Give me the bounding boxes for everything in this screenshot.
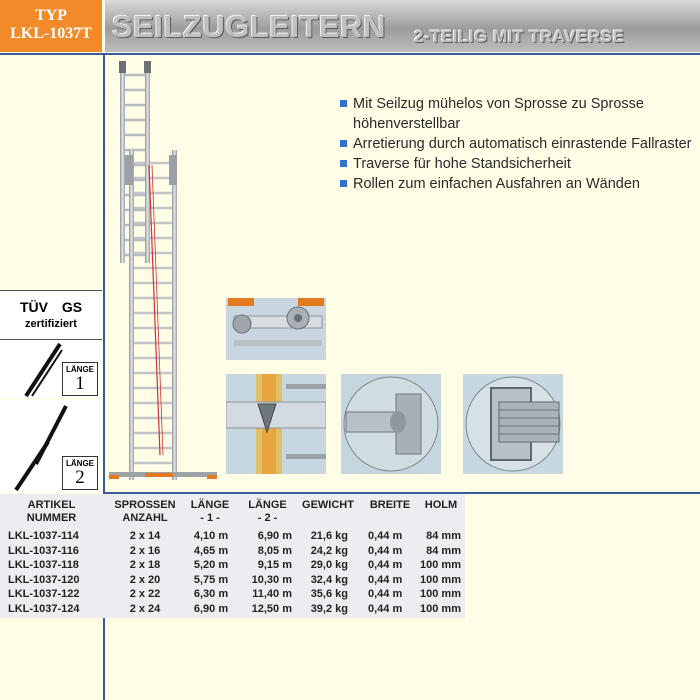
table-cell-breite: 0,44 m — [368, 559, 403, 571]
table-cell-laenge-2: 9,15 m — [257, 559, 292, 571]
table-cell-holm: 84 mm — [426, 544, 461, 557]
table-cell-gewicht: 39,2 kg — [310, 602, 348, 615]
table-cell-breite: 0,44 m — [368, 530, 403, 542]
table-cell-artikel: LKL-1037-114 — [8, 530, 79, 542]
profile-detail-image — [463, 374, 563, 474]
table-cell-laenge-1: 6,90 m — [193, 602, 229, 615]
table-cell-sprossen: 2 x 24 — [129, 602, 161, 615]
certification-text: zertifiziert — [25, 318, 77, 330]
table-cell-gewicht: 35,6 kg — [310, 588, 348, 600]
feature-list — [340, 94, 695, 194]
ladder-short-icon — [22, 342, 64, 398]
table-cell-laenge-2: 11,40 m — [252, 588, 292, 600]
table-header-holm: HOLM — [424, 499, 458, 511]
table-cell-holm: 84 mm — [426, 530, 461, 542]
table-cell-breite: 0,44 m — [368, 602, 403, 615]
table-cell-breite: 0,44 m — [368, 573, 403, 586]
table-cell-sprossen: 2 x 18 — [129, 559, 161, 571]
table-cell-laenge-2: 12,50 m — [251, 602, 292, 615]
table-cell-laenge-1: 4,65 m — [193, 544, 229, 557]
type-label: TYP — [35, 7, 67, 24]
table-cell-laenge-2: 6,90 m — [257, 530, 292, 542]
length-1-diagram — [0, 340, 102, 398]
table-header-laenge-1: LÄNGE - 1 - — [190, 499, 230, 524]
type-code: LKL-1037T — [10, 25, 92, 42]
table-cell-breite: 0,44 m — [368, 544, 403, 557]
table-cell-artikel: LKL-1037-122 — [8, 588, 80, 600]
table-cell-laenge-1: 4,10 m — [193, 530, 229, 542]
table-cell-gewicht: 29,0 kg — [310, 559, 348, 571]
table-cell-gewicht: 24,2 kg — [310, 544, 348, 557]
feature-item: Mit Seilzug mühelos von Sprosse zu Sprosse höhenverstellbar — [340, 94, 695, 134]
table-cell-artikel: LKL-1037-120 — [8, 573, 80, 586]
table-cell-holm: 100 mm — [420, 602, 461, 615]
table-header-laenge-2: LÄNGE - 2 - — [248, 499, 287, 524]
length-2-diagram — [0, 400, 102, 492]
table-header-gewicht: GEWICHT — [302, 499, 354, 511]
table-header-sprossen: SPROSSEN ANZAHL — [114, 499, 176, 524]
feature-item: Arretierung durch automatisch einrastende Fallraster — [340, 134, 695, 154]
table-cell-laenge-2: 8,05 m — [257, 544, 292, 557]
table-cell-holm: 100 mm — [420, 588, 461, 600]
table-cell-holm: 100 mm — [420, 573, 461, 586]
lock-detail-image — [226, 374, 326, 474]
table-cell-sprossen: 2 x 16 — [129, 544, 161, 557]
certification-box — [0, 290, 102, 340]
table-header-artikel: ARTIKEL NUMMER — [26, 499, 77, 524]
table-cell-laenge-1: 6,30 m — [193, 588, 229, 600]
table-cell-gewicht: 32,4 kg — [310, 573, 348, 586]
rung-detail-image — [341, 374, 441, 474]
page-title: SEILZUGLEITERN — [112, 9, 386, 44]
table-cell-sprossen: 2 x 14 — [129, 530, 161, 542]
feature-item: Rollen zum einfachen Ausfahren an Wänden — [340, 174, 695, 194]
length-2-label: LÄNGE 2 — [62, 456, 98, 490]
table-cell-laenge-1: 5,20 m — [193, 559, 229, 571]
type-badge — [0, 0, 102, 52]
table-cell-laenge-1: 5,75 m — [193, 573, 229, 586]
page-subtitle: 2-TEILIG MIT TRAVERSE — [414, 27, 625, 46]
roller-detail-image — [226, 298, 326, 360]
table-cell-artikel: LKL-1037-124 — [8, 602, 80, 615]
length-1-label: LÄNGE 1 — [62, 362, 98, 396]
feature-item: Traverse für hohe Standsicherheit — [340, 154, 695, 174]
table-cell-breite: 0,44 m — [368, 588, 403, 600]
table-header-breite: BREITE — [369, 499, 411, 511]
table-cell-sprossen: 2 x 22 — [129, 588, 161, 600]
table-cell-artikel: LKL-1037-116 — [8, 544, 79, 557]
table-cell-holm: 100 mm — [420, 559, 461, 571]
table-cell-sprossen: 2 x 20 — [129, 573, 161, 586]
ladder-long-icon — [12, 402, 68, 492]
table-cell-gewicht: 21,6 kg — [310, 530, 348, 542]
certification-marks: TÜV GS — [19, 299, 83, 315]
table-cell-artikel: LKL-1037-118 — [8, 559, 79, 571]
table-cell-laenge-2: 10,30 m — [251, 573, 292, 586]
ladder-image — [105, 55, 225, 492]
